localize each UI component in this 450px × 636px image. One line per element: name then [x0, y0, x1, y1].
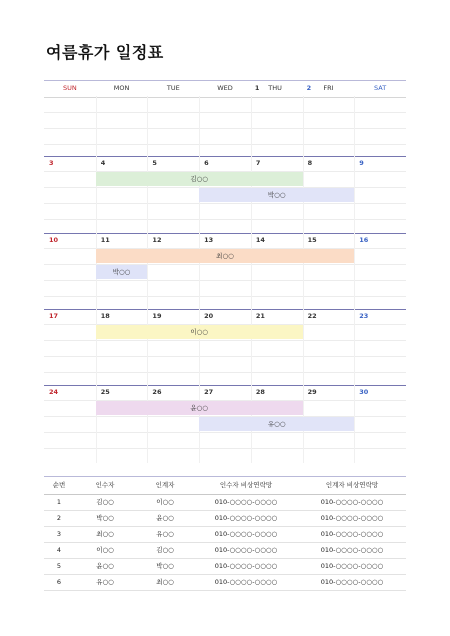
- day-number: 8: [307, 159, 313, 167]
- day-number: 3: [49, 159, 54, 167]
- day-number: 17: [49, 312, 59, 320]
- col-receiver: 박○○: [96, 514, 114, 522]
- vacation-bar[interactable]: 최○○: [96, 249, 355, 263]
- calendar-week-3: [44, 309, 406, 387]
- table-header: [44, 476, 406, 495]
- header-col-order: 순번: [52, 481, 66, 489]
- header-col-receiver: 인수자: [95, 481, 115, 489]
- grid-column: [199, 96, 200, 156]
- col-handover: 박○○: [156, 562, 174, 570]
- grid-column: [147, 96, 148, 156]
- grid-line: [44, 203, 406, 204]
- grid-column: [147, 156, 148, 234]
- week-rule: [44, 309, 406, 310]
- col-order: 3: [56, 530, 62, 538]
- col-handover-contact: 010-○○○○-○○○○: [320, 578, 384, 586]
- grid-column: [96, 156, 97, 234]
- weekday-wed: WED: [217, 84, 233, 92]
- grid-column: [303, 96, 304, 156]
- grid-column: [354, 156, 355, 234]
- day-number: 16: [359, 236, 369, 244]
- day-number: 22: [307, 312, 317, 320]
- table-row: [44, 558, 406, 575]
- day-number: 7: [255, 159, 261, 167]
- col-handover: 최○○: [156, 578, 174, 586]
- grid-column: [354, 385, 355, 463]
- calendar-week-4: [44, 385, 406, 463]
- col-receiver: 이○○: [96, 546, 114, 554]
- vacation-bar[interactable]: 박○○: [199, 188, 354, 202]
- day-number: 20: [204, 312, 214, 320]
- header-col-handover: 인계자: [155, 481, 175, 489]
- col-handover: 이○○: [156, 498, 174, 506]
- page-title: 여름휴가 일정표: [46, 43, 164, 62]
- day-number: 9: [359, 159, 364, 167]
- day-number: 4: [100, 159, 106, 167]
- calendar-week-0: [44, 96, 406, 156]
- day-number: 28: [255, 388, 265, 396]
- vacation-bar[interactable]: 윤○○: [96, 401, 303, 415]
- table-row: [44, 510, 406, 527]
- day-number: 12: [152, 236, 162, 244]
- col-handover: 유○○: [156, 530, 174, 538]
- col-handover-contact: 010-○○○○-○○○○: [320, 514, 384, 522]
- col-receiver-contact: 010-○○○○-○○○○: [214, 530, 278, 538]
- grid-column: [303, 233, 304, 311]
- day-number: 21: [255, 312, 265, 320]
- grid-column: [354, 96, 355, 156]
- calendar-week-2: [44, 233, 406, 311]
- col-order: 4: [56, 546, 62, 554]
- col-order: 5: [56, 562, 62, 570]
- day-number: 30: [359, 388, 369, 396]
- header-col-receiver-contact: 인수자 비상연락망: [219, 481, 273, 489]
- grid-column: [303, 309, 304, 387]
- grid-column: [199, 233, 200, 311]
- grid-column: [199, 309, 200, 387]
- day-number: 14: [255, 236, 265, 244]
- grid-column: [96, 96, 97, 156]
- col-receiver-contact: 010-○○○○-○○○○: [214, 562, 278, 570]
- day-number: 26: [152, 388, 162, 396]
- grid-line: [44, 356, 406, 357]
- col-receiver-contact: 010-○○○○-○○○○: [214, 578, 278, 586]
- col-order: 1: [56, 498, 62, 506]
- grid-line: [44, 340, 406, 341]
- col-receiver: 유○○: [96, 578, 114, 586]
- day-number: 29: [307, 388, 317, 396]
- col-receiver: 최○○: [96, 530, 114, 538]
- col-receiver-contact: 010-○○○○-○○○○: [214, 546, 278, 554]
- vacation-bar[interactable]: 이○○: [96, 325, 303, 339]
- week-rule: [44, 156, 406, 157]
- day-number: 15: [307, 236, 317, 244]
- day-number: 6: [204, 159, 209, 167]
- col-receiver: 윤○○: [96, 562, 114, 570]
- grid-column: [147, 385, 148, 463]
- weekday-sat: SAT: [374, 84, 387, 92]
- day-number: 19: [152, 312, 162, 320]
- vacation-bar[interactable]: 박○○: [96, 265, 148, 279]
- grid-line: [44, 296, 406, 297]
- col-handover-contact: 010-○○○○-○○○○: [320, 546, 384, 554]
- col-handover-contact: 010-○○○○-○○○○: [320, 562, 384, 570]
- day-number: 2: [306, 84, 312, 92]
- day-number: 5: [152, 159, 157, 167]
- grid-column: [251, 233, 252, 311]
- grid-line: [44, 128, 406, 129]
- col-handover-contact: 010-○○○○-○○○○: [320, 498, 384, 506]
- grid-line: [44, 448, 406, 449]
- day-number: 18: [100, 312, 110, 320]
- col-order: 2: [56, 514, 62, 522]
- grid-column: [147, 233, 148, 311]
- table-row: [44, 494, 406, 511]
- grid-line: [44, 372, 406, 373]
- col-handover: 윤○○: [156, 514, 174, 522]
- day-number: 10: [49, 236, 59, 244]
- grid-column: [251, 96, 252, 156]
- grid-column: [96, 385, 97, 463]
- day-number: 24: [49, 388, 59, 396]
- vacation-bar[interactable]: 유○○: [199, 417, 354, 431]
- grid-column: [354, 233, 355, 311]
- day-number: 1: [254, 84, 260, 92]
- col-receiver-contact: 010-○○○○-○○○○: [214, 498, 278, 506]
- day-number: 13: [204, 236, 214, 244]
- header-col-handover-contact: 인계자 비상연락망: [325, 481, 379, 489]
- grid-line: [44, 280, 406, 281]
- col-handover-contact: 010-○○○○-○○○○: [320, 530, 384, 538]
- col-receiver: 김○○: [96, 498, 114, 506]
- table-row: [44, 526, 406, 543]
- week-rule: [44, 385, 406, 386]
- vacation-bar[interactable]: 김○○: [96, 172, 303, 186]
- col-receiver-contact: 010-○○○○-○○○○: [214, 514, 278, 522]
- day-number: 23: [359, 312, 369, 320]
- grid-line: [44, 219, 406, 220]
- week-rule: [44, 233, 406, 234]
- grid-line: [44, 144, 406, 145]
- weekday-tue: TUE: [166, 84, 180, 92]
- grid-column: [354, 309, 355, 387]
- day-number: 25: [100, 388, 110, 396]
- grid-line: [44, 432, 406, 433]
- weekday-mon: MON: [113, 84, 130, 92]
- col-handover: 김○○: [156, 546, 174, 554]
- day-number: 27: [204, 388, 214, 396]
- day-number: 11: [100, 236, 110, 244]
- grid-line: [44, 112, 406, 113]
- weekday-fri: FRI: [323, 84, 334, 92]
- grid-column: [147, 309, 148, 387]
- col-order: 6: [56, 578, 62, 586]
- table-row: [44, 574, 406, 591]
- table-row: [44, 542, 406, 559]
- calendar-week-1: [44, 156, 406, 234]
- weekday-thu: THU: [268, 84, 282, 92]
- weekday-sun: SUN: [62, 84, 77, 92]
- grid-column: [96, 309, 97, 387]
- grid-column: [251, 309, 252, 387]
